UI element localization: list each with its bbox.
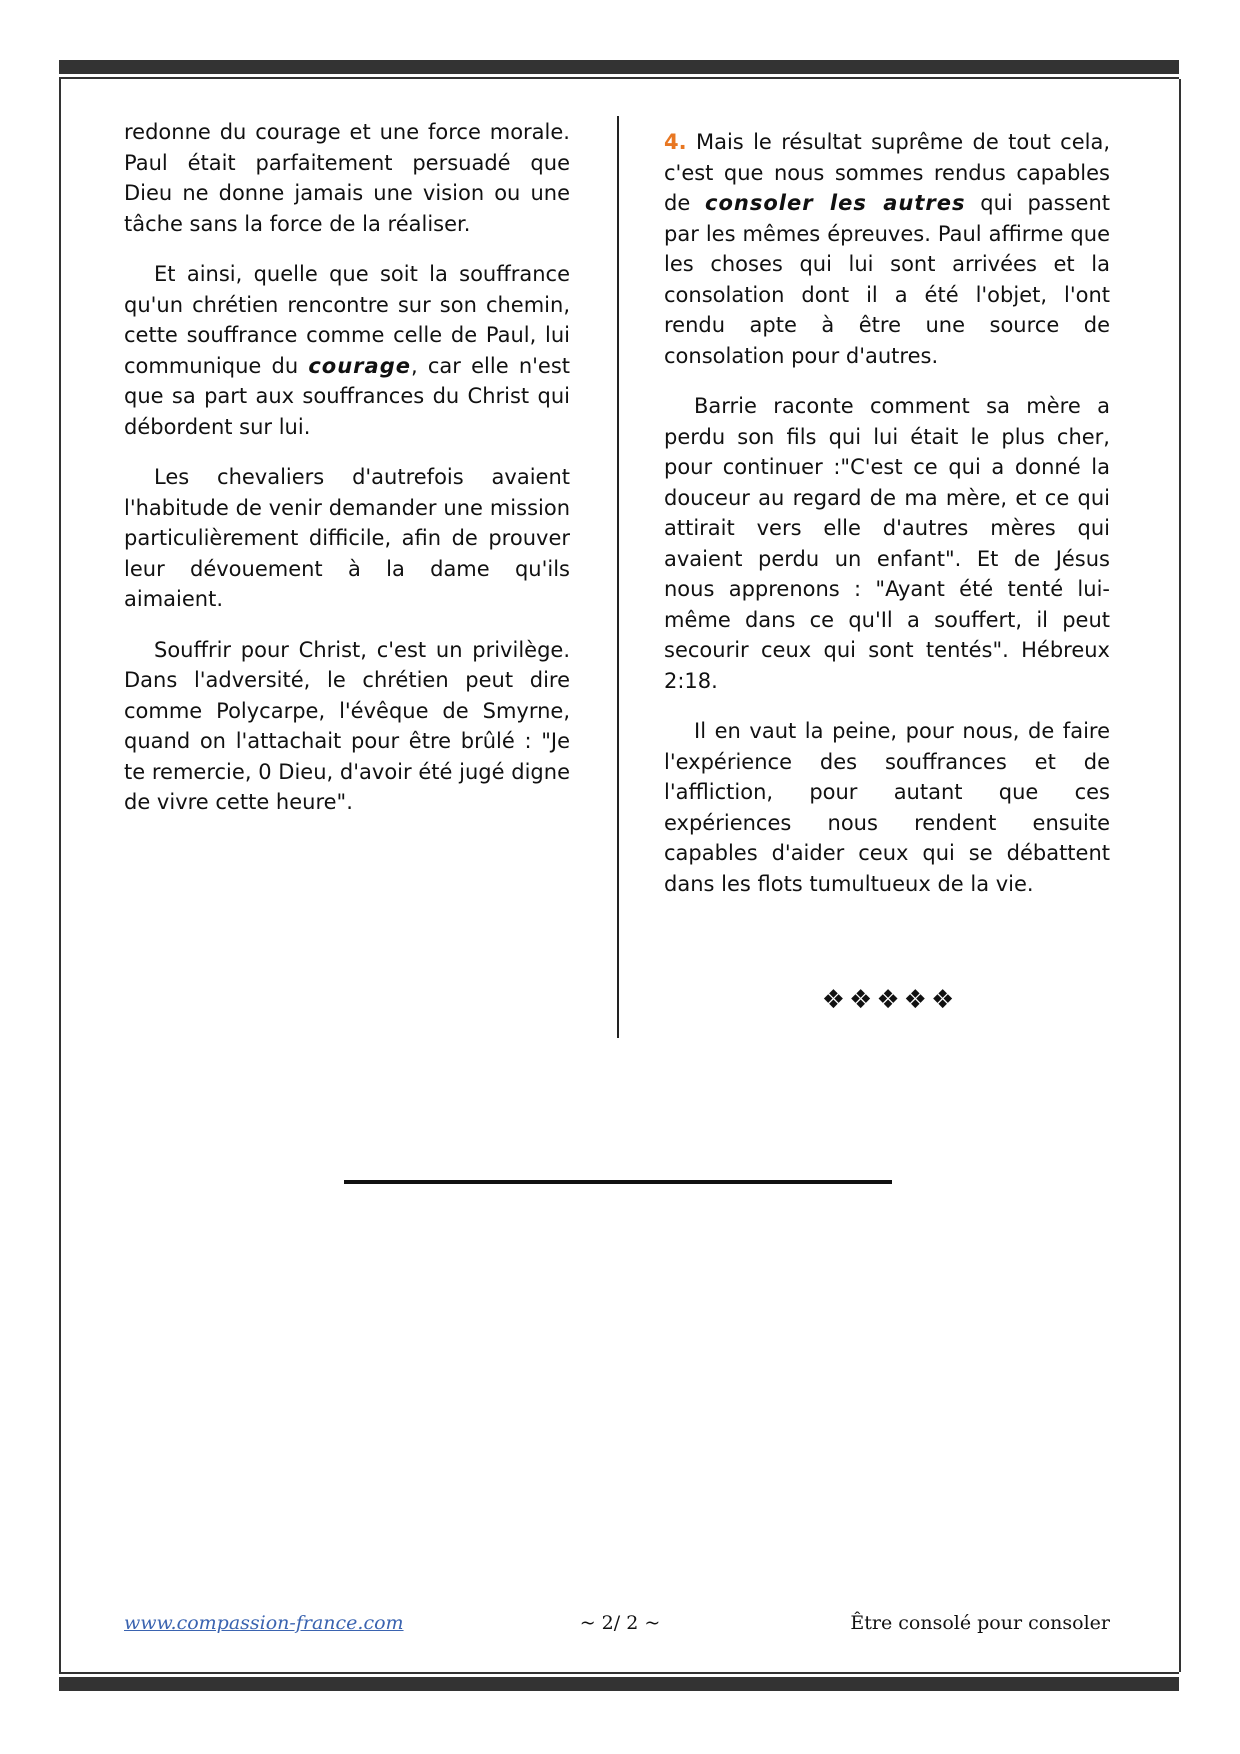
footer-bar: [59, 1677, 1179, 1691]
left-column: [124, 117, 570, 838]
paragraph: Souffrir pour Christ, c'est un privilège. Dans l'adversité, le chrétien peut dire comme Polycarpe, l'évêque de Smyrne, quand on l'attachait pour être brûlé : "Je te remercie, 0 Dieu, d'avoir été jugé digne de vivre cette heure".: [124, 637, 570, 814]
text-run: Et ainsi, quelle que soit la souffrance qu'un chrétien rencontre sur son chemin, cette souffrance comme celle de Paul, lui communique du: [124, 262, 570, 378]
footer-rule: [59, 1672, 1179, 1674]
paragraph: Les chevaliers d'autrefois avaient l'habitude de venir demander une mission particulièrement difficile, afin de prouver leur dévouement à la dame qu'ils aimaient.: [124, 465, 570, 611]
paragraph: Il en vaut la peine, pour nous, de faire l'expérience des souffrances et de l'affliction, pour autant que ces expériences nous rendent ensuite capables d'aider ceux qui se débattent dans les flots tumultueux de la vie.: [664, 719, 1110, 896]
paragraph: Barrie raconte comment sa mère a perdu son fils qui lui était le plus cher, pour continuer :"C'est ce qui a donné la douceur au regard de ma mère, et ce qui attirait vers elle d'autres mères qui avaient perdu un enfant". Et de Jésus nous apprenons : "Ayant été tenté lui-même dans ce qu'Il a souffert, il peut secourir ceux qui sont tentés". Hébreux 2:18.: [664, 394, 1110, 693]
center-rule: [344, 1180, 892, 1184]
paragraph: [664, 127, 1110, 371]
footer-title: Être consolé pour consoler: [850, 1612, 1110, 1634]
text-run: Mais le résultat suprême de tout cela, c'est que nous sommes rendus capables de: [664, 130, 1110, 215]
header-bar: [59, 60, 1179, 74]
text-run: , car elle n'est que sa part aux souffrances du Christ qui débordent sur lui.: [124, 353, 571, 439]
paragraph: [124, 259, 570, 442]
footer-link[interactable]: www.compassion-france.com: [124, 1612, 404, 1634]
column-divider: [617, 116, 619, 1038]
ornament-divider: ❖❖❖❖❖: [821, 985, 959, 1015]
right-column: [664, 117, 1110, 919]
emphasis-consoler: consoler les autres: [705, 191, 966, 215]
emphasis-courage: courage: [308, 353, 411, 378]
point-number: 4.: [664, 130, 687, 154]
page-number: ~ 2/ 2 ~: [579, 1612, 661, 1634]
paragraph: redonne du courage et une force morale. Paul était parfaitement persuadé que Dieu ne donne jamais une vision ou une tâche sans la force de la réaliser.: [124, 120, 570, 236]
text-run: qui passent par les mêmes épreuves. Paul affirme que les choses qui lui sont arrivées et la consolation dont il a été l'objet, l'ont rendu apte à être une source de consolation pour d'autres.: [664, 191, 1110, 368]
